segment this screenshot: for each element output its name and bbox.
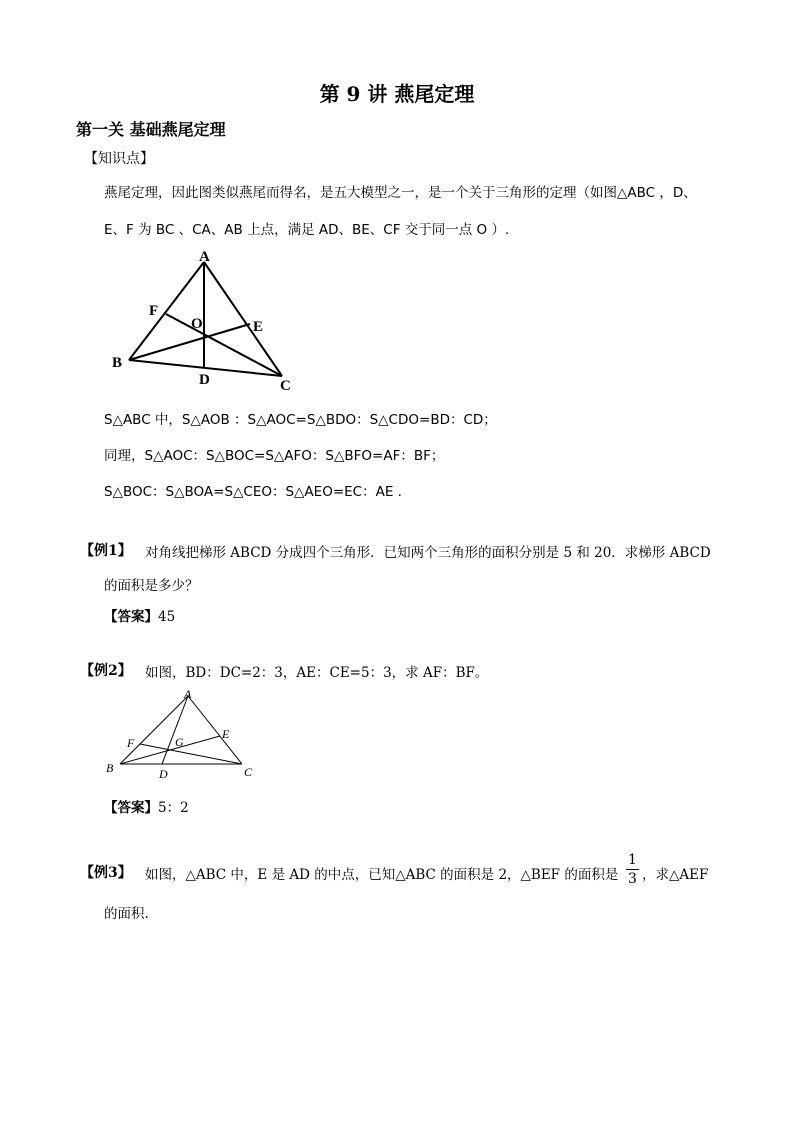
cevian-be (129, 324, 250, 360)
answer-label: 【答案】 (104, 800, 158, 816)
knowledge-text-line2: E、F 为 BC 、CA、AB 上点，满足 AD、BE、CF 交于同一点 O ）. (104, 222, 510, 238)
answer-label: 【答案】 (104, 609, 158, 625)
example-2-label: 【例2】 (80, 663, 132, 679)
example-2-text: 如图，BD：DC=2：3，AE：CE=5：3，求 AF：BF。 (145, 665, 489, 681)
example-1-text-line1: 对角线把梯形 ABCD 分成四个三角形．已知两个三角形的面积分别是 5 和 20．求梯形 ABCD (145, 545, 711, 561)
section-heading: 第一关 基础燕尾定理 (76, 120, 226, 139)
label-f: F (127, 736, 135, 750)
label-b: B (112, 355, 123, 371)
fraction-denominator: 3 (628, 871, 637, 887)
formula-3: S△BOC：S△BOA=S△CEO：S△AEO=EC：AE . (104, 484, 402, 500)
page-title: 第 9 讲 燕尾定理 (319, 82, 475, 106)
cevian-ad (162, 696, 188, 764)
knowledge-text-line1: 燕尾定理，因此图类似燕尾而得名，是五大模型之一，是一个关于三角形的定理（如图△ABC ，D、 (104, 185, 697, 201)
cevian-cf (166, 314, 282, 376)
label-d: D (199, 372, 210, 388)
formula-2: 同理，S△AOC：S△BOC=S△AFO：S△BFO=AF：BF； (104, 448, 445, 464)
side-ab (129, 262, 204, 360)
example-3-text-part2: ，求△AEF (642, 867, 709, 883)
label-c: C (280, 378, 291, 394)
swallowtail-figure (104, 248, 304, 396)
example-2-figure (104, 686, 264, 786)
formula-1: S△ABC 中，S△AOB ：S△AOC=S△BDO：S△CDO=BD：CD； (104, 412, 497, 428)
label-f: F (149, 303, 159, 319)
example-3-text-line2: 的面积. (104, 906, 149, 922)
side-ab (120, 696, 188, 764)
answer-value: 45 (158, 609, 176, 625)
example-3-text-part1: 如图，△ABC 中，E 是 AD 的中点，已知△ABC 的面积是 2，△BEF 的面积是 (145, 867, 619, 883)
example-2-answer (104, 796, 189, 816)
example-1-label: 【例1】 (80, 543, 132, 559)
label-c: C (244, 765, 253, 779)
label-o: O (191, 316, 203, 332)
example-1-answer (104, 605, 175, 625)
side-ac (204, 262, 282, 376)
example-1-text-line2: 的面积是多少？ (104, 578, 199, 594)
answer-value: 5：2 (158, 800, 189, 816)
label-e: E (253, 319, 264, 335)
label-b: B (106, 761, 114, 775)
label-a: A (184, 687, 192, 701)
knowledge-heading: 【知识点】 (84, 151, 154, 167)
label-g: G (175, 735, 184, 749)
label-a: A (199, 249, 210, 265)
example-3-label: 【例3】 (80, 865, 132, 881)
label-e: E (222, 727, 230, 741)
fraction-one-third (626, 851, 639, 888)
label-d: D (159, 767, 168, 781)
fraction-numerator: 1 (628, 852, 637, 868)
side-ac (188, 696, 242, 764)
